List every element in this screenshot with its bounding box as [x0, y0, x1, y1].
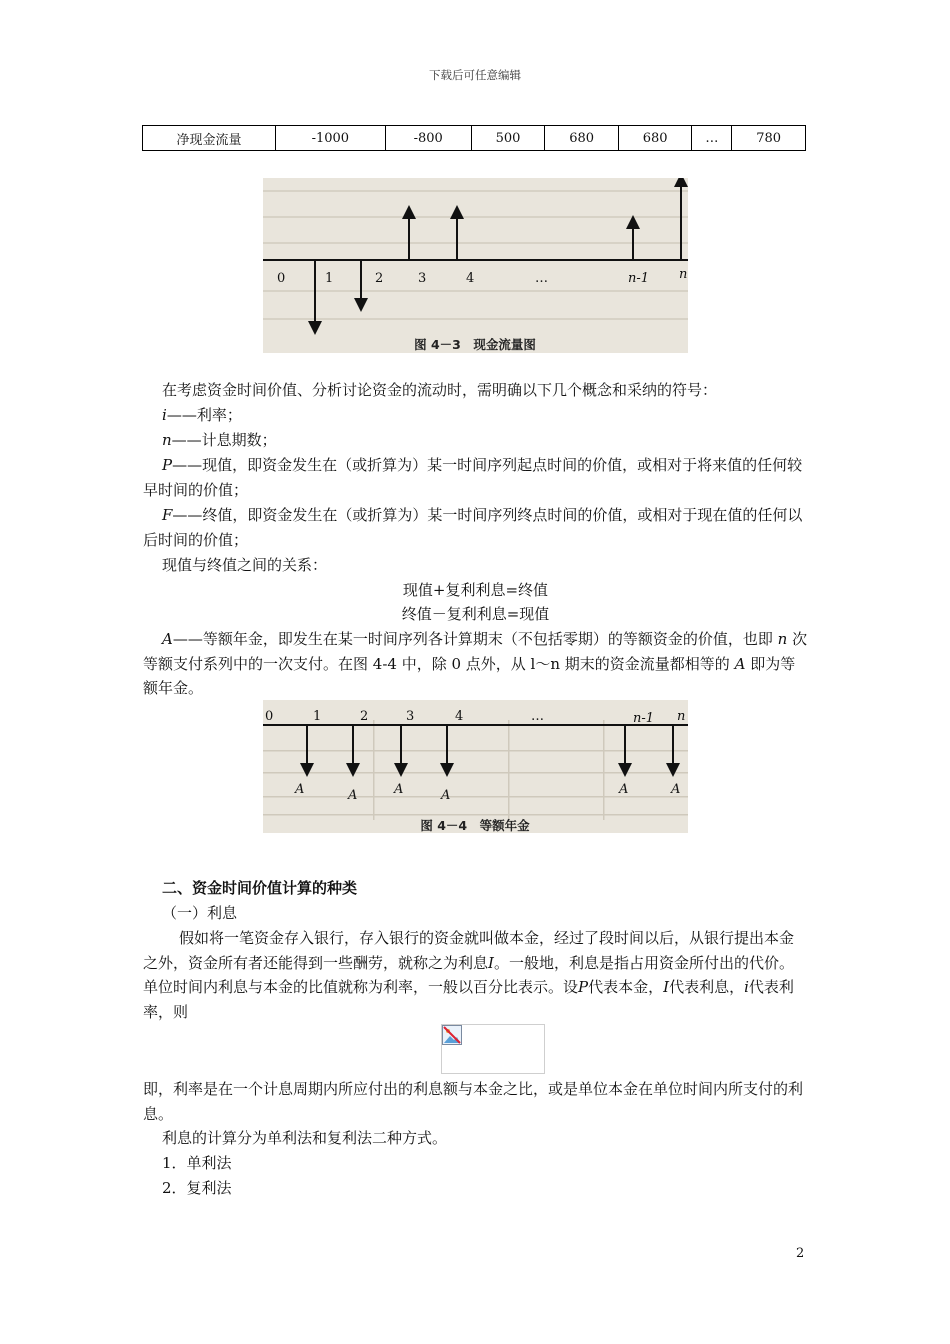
- list-item: 1．单利法: [162, 1154, 232, 1172]
- broken-image-icon: [442, 1025, 462, 1045]
- symbol-i-upper: I: [663, 978, 670, 997]
- symbol-p: P: [162, 456, 173, 474]
- list-item: 2．复利法: [162, 1179, 232, 1197]
- symbol-a: A: [162, 630, 173, 648]
- annuity-label: A: [394, 782, 404, 797]
- figure-caption: 图 4－4 等额年金: [420, 818, 530, 833]
- page-number: 2: [796, 1246, 805, 1261]
- table-row: [143, 126, 806, 151]
- period-label: n: [677, 709, 686, 724]
- table-row-label: 净现金流量: [143, 126, 276, 151]
- methods-sentence: 利息的计算分为单利法和复利法二种方式。: [162, 1129, 448, 1147]
- text-run: 假如将一笔资金存入银行，存入银行的资金就叫做本金，经过了段时间以后，从银行提出本金之外，资金所有者还能得到一些酬劳，就称之为利息: [143, 929, 795, 972]
- symbol-f: F: [162, 506, 173, 524]
- def-text: ——现值，即资金发生在（或折算为）某一时间序列起点时间的价值，或相对于将来值的任何较早时间的价值；: [143, 456, 803, 499]
- symbol-i: i: [162, 406, 167, 424]
- table-cell: 680: [545, 126, 619, 151]
- symbol-i: i: [744, 978, 749, 997]
- period-label: 4: [455, 709, 464, 724]
- table-cell: -1000: [276, 126, 386, 151]
- relation-title: 现值与终值之间的关系：: [162, 556, 328, 574]
- def-text: ——计息期数；: [171, 431, 277, 449]
- period-label: 2: [360, 709, 369, 724]
- def-n: [143, 428, 808, 453]
- text-run: 代表本金，: [588, 978, 664, 997]
- text-run: ——等额年金，即发生在某一时间序列各计算期末（不包括零期）的等额资金的价值，也即: [172, 630, 773, 648]
- period-label: 0: [265, 709, 274, 724]
- annuity-paragraph: [143, 627, 808, 701]
- figure-caption: 图 4－3 现金流量图: [414, 337, 536, 352]
- period-label: …: [531, 709, 544, 724]
- period-label: 3: [406, 709, 415, 724]
- period-label: n: [679, 267, 688, 282]
- period-label: 1: [325, 271, 334, 286]
- equation: 终值－复利利息=现值: [401, 605, 550, 623]
- period-label: 1: [313, 709, 322, 724]
- rate-definition: 即，利率是在一个计息周期内所应付出的利息额与本金之比，或是单位本金在单位时间内所支付的利息。: [143, 1080, 804, 1123]
- symbol-p: P: [578, 978, 589, 997]
- period-label: 0: [277, 271, 286, 286]
- text-run: 。一般地，利息是指占用资金所付出的代价。单位时间内利息与本金的比值就称为利率，一般以百分比表示。设: [143, 953, 794, 997]
- period-label: n-1: [628, 271, 650, 286]
- formula-image-placeholder: [441, 1024, 545, 1074]
- interest-paragraph: [143, 926, 808, 1024]
- table-cell: 780: [732, 126, 806, 151]
- cash-flow-table: [142, 125, 806, 151]
- sub-heading: （一）利息: [162, 904, 238, 922]
- table-cell: …: [692, 126, 732, 151]
- table-cell: -800: [385, 126, 471, 151]
- symbol-n: n: [162, 431, 172, 449]
- table-cell: 680: [618, 126, 692, 151]
- period-label: 3: [418, 271, 427, 286]
- period-label: n-1: [633, 711, 655, 726]
- def-text: ——利率；: [166, 406, 242, 424]
- def-p: [143, 453, 808, 502]
- annuity-label: A: [295, 782, 305, 797]
- annuity-label: A: [441, 788, 451, 803]
- table-cell: 500: [471, 126, 545, 151]
- annuity-label: A: [348, 788, 358, 803]
- annuity-label: A: [619, 782, 629, 797]
- period-label: …: [535, 271, 548, 286]
- cash-flow-diagram: [263, 178, 688, 353]
- equation: 现值+复利利息=终值: [402, 581, 549, 599]
- page-header: 下载后可任意编辑: [429, 68, 521, 82]
- period-label: 2: [375, 271, 384, 286]
- symbol-n: n: [777, 630, 788, 648]
- symbol-a: A: [734, 654, 746, 673]
- text-run: 即为等额年金。: [143, 654, 796, 698]
- text-run: 次等额支付系列中的一次支付。在图 4-4 中，除 0 点外，从 l～n 期末的资金流量都相等的: [143, 630, 808, 673]
- section-heading: 二、资金时间价值计算的种类: [162, 879, 358, 897]
- period-label: 4: [466, 271, 475, 286]
- symbol-i-upper: I: [488, 953, 494, 972]
- annuity-label: A: [671, 782, 681, 797]
- def-text: ——终值，即资金发生在（或折算为）某一时间序列终点时间的价值，或相对于现在值的任何以后时间的价值；: [143, 506, 803, 549]
- text-run: 代表利率，则: [143, 978, 794, 1021]
- scan-background-text: [263, 190, 688, 320]
- def-i: [143, 403, 808, 428]
- intro-paragraph: 在考虑资金时间价值、分析讨论资金的流动时，需明确以下几个概念和采纳的符号：: [162, 381, 718, 399]
- def-f: [143, 503, 808, 552]
- text-run: 代表利息，: [669, 978, 745, 997]
- annuity-diagram: [263, 700, 688, 833]
